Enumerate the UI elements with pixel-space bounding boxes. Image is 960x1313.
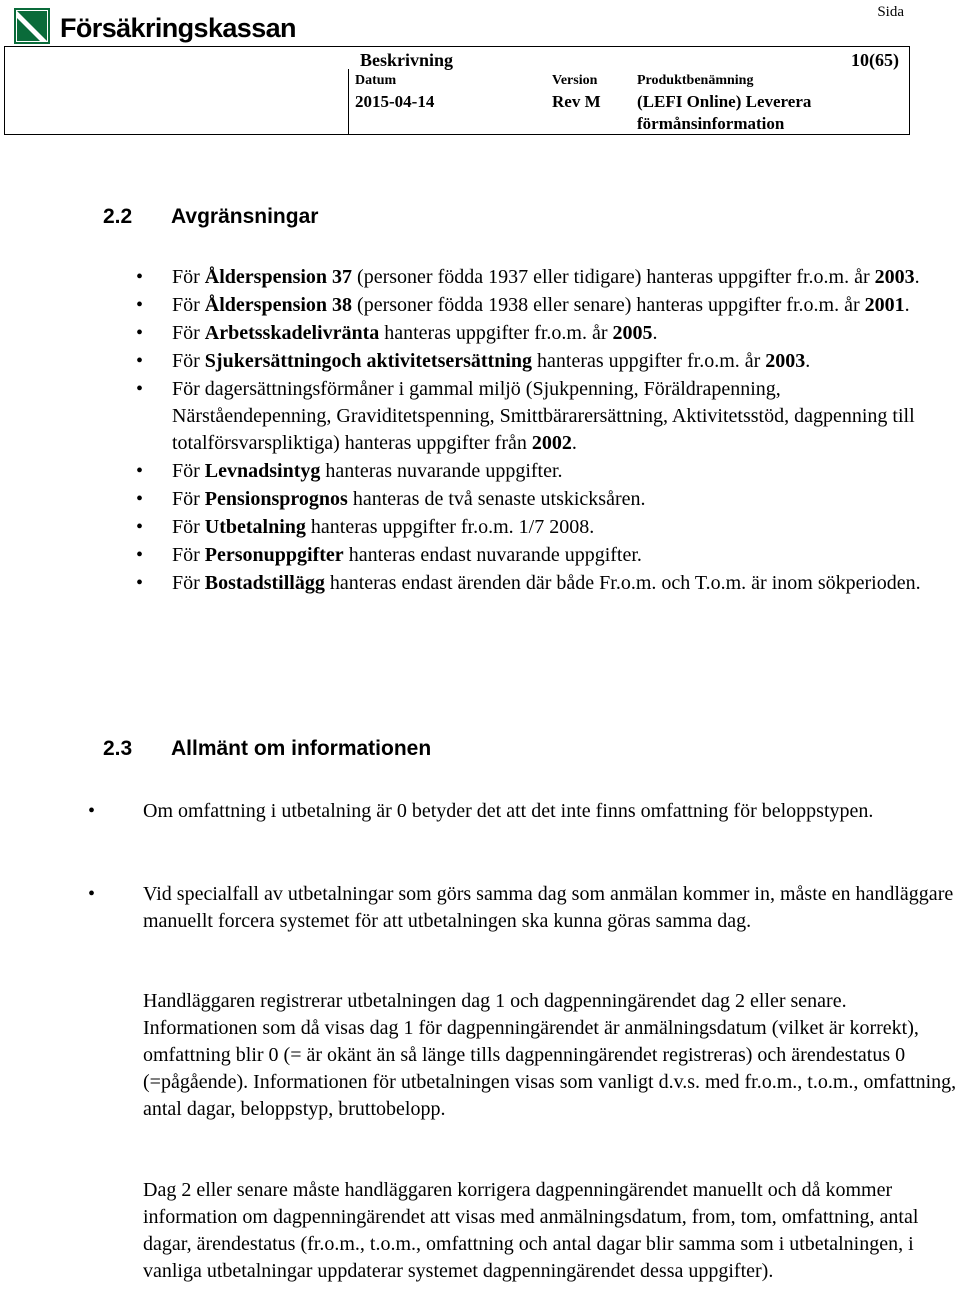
forsakringskassan-logo-icon: [14, 8, 50, 44]
bullet-icon: •: [88, 800, 96, 822]
bullet-icon: •: [136, 378, 144, 400]
version-value: Rev M: [552, 92, 601, 111]
list-item: • För dagersättningsförmåner i gammal miljö (Sjukpenning, Föräldrapenning, Närståendepenning, Graviditetspenning, Smittbärarersättning, Aktivitetsstöd, dagpenning till totalförsvarspliktiga) hanteras uppgifter från 2002.: [136, 378, 915, 454]
product-label: Produktbenämning: [637, 73, 754, 88]
bullet-icon: •: [136, 544, 144, 566]
logo-text: Försäkringskassan: [60, 13, 296, 43]
section-number: 2.3: [103, 737, 133, 760]
section-2-3-heading: [103, 737, 431, 761]
list-item: • För Levnadsintyg hanteras nuvarande uppgifter.: [0, 458, 960, 485]
list-item: • För Ålderspension 38 (personer födda 1938 eller senare) hanteras uppgifter fr.o.m. år 2001.: [0, 292, 960, 319]
page-number: 10(65): [851, 50, 899, 70]
list-item: • För Utbetalning hanteras uppgifter fr.o.m. 1/7 2008.: [0, 514, 960, 541]
bullet-icon: •: [136, 350, 144, 372]
list-item: • För Personuppgifter hanteras endast nuvarande uppgifter.: [0, 542, 960, 569]
document-type: Beskrivning: [360, 50, 454, 70]
info-bullet-1: Om omfattning i utbetalning är 0 betyder det att det inte finns omfattning för beloppstypen.: [143, 800, 874, 822]
bullet-icon: •: [136, 488, 144, 510]
version-label: Version: [552, 73, 598, 88]
header-divider: [348, 69, 349, 134]
page-label: Sida: [877, 4, 904, 20]
info-bullet-2: Vid specialfall av utbetalningar som görs samma dag som anmälan kommer in, måste en handläggare manuellt forcera systemet för att utbetalningen ska kunna göras samma dag.: [143, 883, 954, 932]
date-value: 2015-04-14: [355, 92, 435, 111]
logo: [14, 7, 296, 44]
product-value-line2: förmånsinformation: [637, 114, 785, 133]
section-2-2-heading: [103, 205, 318, 229]
list-item: • För Bostadstillägg hanteras endast ärenden där både Fr.o.m. och T.o.m. är inom sökperioden.: [0, 570, 960, 597]
bullet-icon: •: [136, 516, 144, 538]
section-number: 2.2: [103, 205, 133, 228]
list-item: • För Arbetsskadelivränta hanteras uppgifter fr.o.m. år 2005.: [0, 320, 960, 347]
bullet-icon: •: [136, 460, 144, 482]
list-item: • För Ålderspension 37 (personer födda 1937 eller tidigare) hanteras uppgifter fr.o.m. år 2003.: [0, 264, 960, 291]
bullet-icon: •: [136, 266, 144, 288]
bullet-icon: •: [136, 572, 144, 594]
section-title: Avgränsningar: [171, 205, 319, 228]
info-paragraph-1: Handläggaren registrerar utbetalningen dag 1 och dagpenningärendet dag 2 eller senare. Informationen som då visas dag 1 för dagpenningärendet är anmälningsdatum (vilket är korrekt), omfattning blir 0 (= är okänt än så länge tills dagpenningärendet registreras) och ärendestatus 0 (=pågående). Informationen för utbetalningen visas som vanligt d.v.s. med fr.o.m., t.o.m., omfattning, antal dagar, beloppstyp, bruttobelopp.: [143, 990, 957, 1120]
info-paragraph-2: Dag 2 eller senare måste handläggaren korrigera dagpenningärendet manuellt och då kommer information om dagpenningärendet att visas med anmälningsdatum, from, tom, omfattning, antal dagar, ärendestatus (fr.o.m., t.o.m., omfattning och antal dagar blir samma som i utbetalningen, i vanliga utbetalningar uppdaterar systemet dagpenningärendet dessa uppgifter).: [143, 1179, 919, 1282]
list-item: • För Sjukersättningoch aktivitetsersättning hanteras uppgifter fr.o.m. år 2003.: [0, 348, 960, 375]
list-item: • För Pensionsprognos hanteras de två senaste utskicksåren.: [0, 486, 960, 513]
limitations-list: [0, 264, 960, 598]
bullet-icon: •: [88, 883, 96, 905]
product-value-line1: (LEFI Online) Leverera: [637, 92, 812, 111]
bullet-icon: •: [136, 294, 144, 316]
bullet-icon: •: [136, 322, 144, 344]
section-title: Allmänt om informationen: [171, 737, 432, 760]
date-label: Datum: [355, 73, 397, 88]
